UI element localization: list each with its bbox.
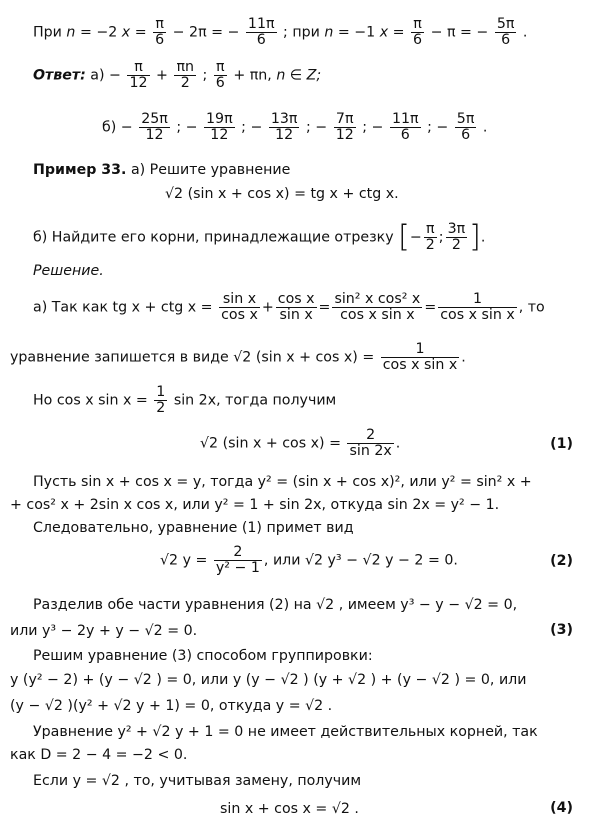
equation-4: sin x + cos x = √2 . [220,801,359,817]
fraction: $\frac{1}{2}$ [156,384,166,416]
text-fragment: ; − [305,119,328,136]
solution-line-12: Уравнение y² + √2 y + 1 = 0 не имеет действительных корней, так [33,724,538,740]
fraction: $\frac{\pi}{6}$ [413,16,423,48]
solution-line-6: Следовательно, уравнение (1) примет вид [33,520,354,536]
solution-line-14: Если y = √2 , то, учитывая замену, получим [33,773,362,789]
solution-label: Решение. [33,263,104,279]
answer-root: $\frac{19\pi}{12}$ [206,111,233,143]
solution-line-5: + cos² x + 2sin x cos x, или y² = 1 + sin 2x, откуда sin 2x = y² − 1. [10,497,500,513]
answer-line-b [102,112,487,143]
equation-2-tag: (2) [550,553,573,569]
text-fragment: . [522,24,528,41]
text-fragment: б) − [102,119,133,136]
text-fragment: + πn, [233,67,272,84]
text-fragment: = [392,24,405,41]
example-title: Пример 33. [33,162,127,178]
fraction: $\frac{\pi n}{2}$ [176,59,194,91]
solution-line-13: как D = 2 − 4 = −2 < 0. [10,747,188,763]
example-heading [33,161,290,179]
solution-line-4: Пусть sin x + cos x = y, тогда y² = (sin x + cos x)², или y² = sin² x + [33,474,532,490]
text-fragment: = −1 [337,24,376,41]
fraction: $\frac{2}{\text{y² − 1}}$ [215,544,260,576]
answer-label: Ответ: [33,67,86,84]
text-fragment: а) − [90,67,121,84]
solution-line-10: y (y² − 2) + (y − √2 ) = 0, или y (y − √2 ) (y + √2 ) + (y − √2 ) = 0, или [10,672,527,688]
fraction: $\frac{\pi}{2}$ [425,221,435,253]
text-fragment: ; − [362,119,384,136]
fraction: $\frac{\pi}{6}$ [155,16,165,48]
text-fragment: n ∈ Z; [276,67,322,84]
fraction: $\frac{\text{sin x}}{\text{cos x}}$ [221,291,258,323]
text-fragment: ; [202,67,208,84]
equation-2: √2 y = $\frac{2}{\text{y² − 1}}$ , или √2 y³ − √2 y − 2 = 0. [160,544,458,576]
text-fragment: − 2π = − [172,24,240,41]
answer-root: $\frac{11\pi}{6}$ [391,111,419,143]
fraction: $\frac{3\pi}{2}$ [447,221,466,253]
var-n: n [324,24,334,41]
text-fragment: а) Решите уравнение [130,162,291,178]
answer-root: $\frac{7\pi}{12}$ [335,111,354,143]
fraction: $\frac{\pi}{12}$ [129,59,148,91]
fraction: $\frac{\text{cos x}}{\text{sin x}}$ [277,291,315,323]
answer-root: $\frac{13\pi}{12}$ [270,111,298,143]
text-fragment: ; при [283,24,320,41]
fraction: $\frac{1}{\text{cos x sin x}}$ [440,291,515,323]
answer-root: $\frac{25\pi}{12}$ [141,111,168,143]
case-line [33,17,527,48]
text-fragment: При [33,24,62,41]
fraction: $\frac{1}{\text{cos x sin x}}$ [382,341,458,373]
solution-line-1: а) Так как tg x + ctg x = $\frac{\text{sin x}}{\text{cos x}}$ + $\frac{\text{cos x}}{\text{sin x}}$ = $\frac{\text{sin² x cos² x}}{\text{cos x sin x}}$ = $\frac{1}{\text{cos x sin x}}$ , то [33,291,545,323]
text-fragment: . [482,119,488,136]
solution-line-2: уравнение запишется в виде √2 (sin x + cos x) = $\frac{1}{\text{cos x sin x}}$ . [10,341,466,373]
var-x: x [121,24,131,41]
solution-line-11: (y − √2 )(y² + √2 y + 1) = 0, откуда y = √2 . [10,698,333,714]
text-fragment: − π = − [430,24,489,41]
equation-1-tag: (1) [550,436,573,452]
answer-root: $\frac{5\pi}{6}$ [456,111,475,143]
example-equation: √2 (sin x + cos x) = tg x + ctg x. [165,186,399,202]
fraction: $\frac{5\pi}{6}$ [496,16,515,48]
text-fragment: = [134,24,147,41]
fraction: $\frac{\pi}{6}$ [215,59,225,91]
solution-line-7: Разделив обе части уравнения (2) на √2 , имеем y³ − y − √2 = 0, [33,597,518,613]
equation-4-tag: (4) [550,800,573,816]
solution-line-8: или y³ − 2y + y − √2 = 0. [10,623,198,639]
fraction: $\frac{\text{sin² x cos² x}}{\text{cos x sin x}}$ [334,291,421,323]
var-n: n [66,24,76,41]
fraction: $\frac{2}{\sin 2x}$ [349,427,392,459]
text-fragment: ; − [176,119,198,136]
var-x: x [379,24,389,41]
solution-line-9: Решим уравнение (3) способом группировки: [33,648,373,664]
text-fragment: ; − [241,119,263,136]
fraction: $\frac{11\pi}{6}$ [247,16,275,48]
equation-3-tag: (3) [550,622,573,638]
text-fragment: + [156,67,168,84]
solution-line-3: Но cos x sin x = $\frac{1}{2}$ sin 2x, тогда получим [33,384,337,416]
text-fragment: ; − [427,119,449,136]
text-fragment: = −2 [79,24,118,41]
equation-1: √2 (sin x + cos x) = $\frac{2}{\sin 2x}$ . [200,427,401,459]
example-part-b: б) Найдите его корни, принадлежащие отрезку [− $\frac{\pi}{2}$ ; $\frac{3\pi}{2}$ ]. [33,219,486,255]
answer-line-a [33,60,321,91]
